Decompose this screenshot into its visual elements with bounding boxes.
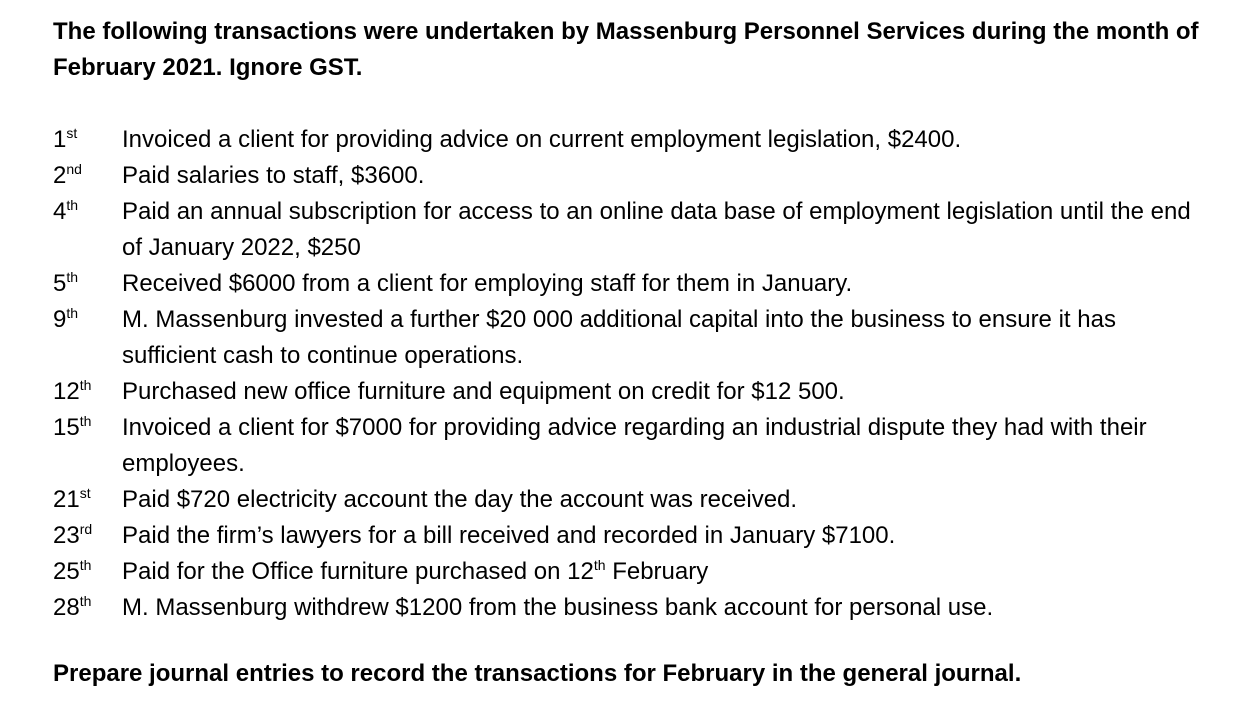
transaction-date bbox=[53, 518, 122, 554]
date-suffix: th bbox=[66, 269, 79, 285]
transaction-row bbox=[53, 590, 1213, 626]
date-day: 9 bbox=[53, 306, 67, 333]
date-suffix: th bbox=[79, 593, 92, 609]
transaction-description: Paid the firm’s lawyers for a bill received and recorded in January $7100. bbox=[122, 522, 896, 549]
date-day: 4 bbox=[53, 198, 67, 225]
date-day: 2 bbox=[53, 162, 67, 189]
transaction-date bbox=[53, 302, 122, 374]
transaction-date bbox=[53, 482, 122, 518]
transaction-date bbox=[53, 590, 122, 626]
transaction-date bbox=[53, 374, 122, 410]
description-text: Paid for the Office furniture purchased on 12 bbox=[122, 558, 594, 585]
transaction-row bbox=[53, 194, 1213, 266]
date-day: 5 bbox=[53, 270, 67, 297]
transaction-description: Received $6000 from a client for employing staff for them in January. bbox=[122, 270, 853, 297]
transaction-description: Purchased new office furniture and equipment on credit for $12 500. bbox=[122, 378, 845, 405]
date-suffix: th bbox=[79, 557, 92, 573]
transaction-date bbox=[53, 122, 122, 158]
date-day: 23 bbox=[53, 522, 80, 549]
transaction-description: Invoiced a client for $7000 for providing advice regarding an industrial dispute they had with their employees. bbox=[122, 414, 1147, 477]
date-suffix: th bbox=[79, 377, 92, 393]
transaction-date bbox=[53, 554, 122, 590]
date-day: 28 bbox=[53, 594, 80, 621]
instruction-paragraph: Prepare journal entries to record the transactions for February in the general journal. bbox=[53, 660, 1022, 687]
transaction-date bbox=[53, 158, 122, 194]
transaction-description: M. Massenburg withdrew $1200 from the business bank account for personal use. bbox=[122, 594, 994, 621]
transaction-description bbox=[122, 554, 1213, 590]
transaction-row bbox=[53, 554, 1213, 590]
transaction-row bbox=[53, 266, 1213, 302]
date-suffix: rd bbox=[79, 521, 93, 537]
transaction-description: Invoiced a client for providing advice on current employment legislation, $2400. bbox=[122, 126, 962, 153]
date-suffix: th bbox=[79, 413, 92, 429]
date-day: 25 bbox=[53, 558, 80, 585]
transaction-row bbox=[53, 302, 1213, 374]
transaction-description: Paid salaries to staff, $3600. bbox=[122, 162, 425, 189]
date-suffix: st bbox=[79, 485, 91, 501]
transaction-row bbox=[53, 518, 1213, 554]
transaction-date bbox=[53, 410, 122, 482]
date-day: 15 bbox=[53, 414, 80, 441]
transaction-row bbox=[53, 122, 1213, 158]
transaction-row bbox=[53, 410, 1213, 482]
intro-paragraph: The following transactions were undertaken by Massenburg Personnel Services during the month of February 2021. Ignore GST. bbox=[53, 18, 1199, 81]
transaction-row bbox=[53, 482, 1213, 518]
transaction-description: M. Massenburg invested a further $20 000 additional capital into the business to ensure it has sufficient cash to continue operations. bbox=[122, 306, 1116, 369]
date-day: 12 bbox=[53, 378, 80, 405]
transaction-list bbox=[53, 122, 1213, 626]
date-suffix: nd bbox=[66, 161, 82, 177]
date-suffix: st bbox=[66, 125, 78, 141]
description-suffix: th bbox=[593, 557, 606, 573]
date-day: 21 bbox=[53, 486, 80, 513]
transaction-row bbox=[53, 374, 1213, 410]
transaction-row bbox=[53, 158, 1213, 194]
transaction-date bbox=[53, 266, 122, 302]
date-suffix: th bbox=[66, 197, 79, 213]
date-day: 1 bbox=[53, 126, 67, 153]
transaction-date bbox=[53, 194, 122, 266]
date-suffix: th bbox=[66, 305, 79, 321]
description-tail: February bbox=[605, 558, 709, 585]
transaction-description: Paid an annual subscription for access to an online data base of employment legislation until the end of January 2022, $250 bbox=[122, 198, 1191, 261]
transaction-description: Paid $720 electricity account the day the account was received. bbox=[122, 486, 798, 513]
